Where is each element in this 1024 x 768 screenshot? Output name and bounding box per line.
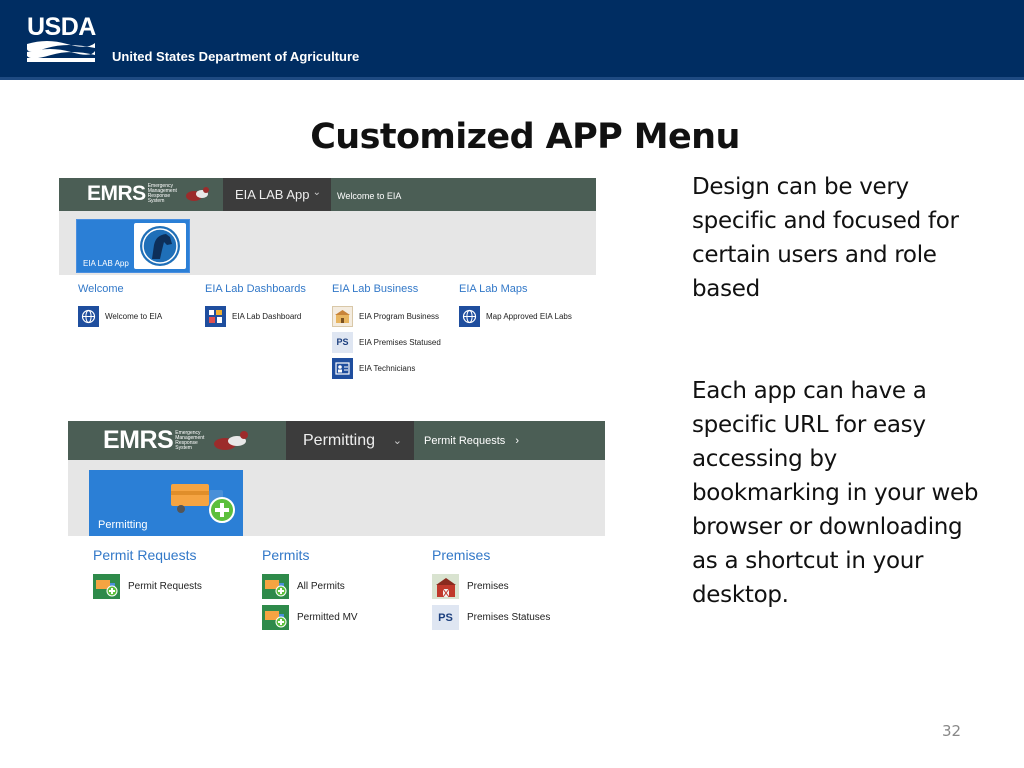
truck-add-icon: [262, 574, 289, 599]
menu-item-label: Permit Requests: [128, 581, 202, 592]
menu-item-label: All Permits: [297, 581, 345, 592]
menu-column-welcome: [78, 283, 162, 329]
usda-logo: [27, 14, 95, 64]
top-nav-bar: [59, 178, 596, 211]
column-header[interactable]: Permit Requests: [93, 547, 197, 563]
emrs-subtitle: Emergency Management Response System: [147, 183, 177, 204]
emrs-logo[interactable]: [87, 182, 210, 206]
app-switcher-label: EIA LAB App: [235, 187, 310, 202]
menu-item[interactable]: [459, 303, 572, 329]
app-tile-eia-lab[interactable]: [76, 219, 190, 273]
menu-column-business: [332, 283, 441, 381]
menu-item[interactable]: [93, 571, 202, 602]
chevron-right-icon: ›: [515, 435, 519, 447]
truck-add-icon: [169, 478, 237, 524]
permitting-app-screenshot: [68, 421, 605, 636]
menu-item-label: EIA Technicians: [359, 363, 416, 373]
description-paragraph-2: Each app can have a specific URL for easy accessing by bookmarking in your web browser or downloading as a shortcut in your desktop.: [692, 378, 979, 608]
technician-icon: [332, 358, 353, 379]
department-name: United States Department of Agriculture: [112, 49, 360, 64]
menu-item-label: Premises Statuses: [467, 612, 551, 623]
column-header[interactable]: Welcome: [78, 283, 124, 295]
app-switcher[interactable]: [286, 421, 414, 460]
menu-item-label: Permitted MV: [297, 612, 358, 623]
menu-item[interactable]: [205, 303, 306, 329]
horse-icon: [134, 223, 186, 269]
menu-item[interactable]: [78, 303, 162, 329]
breadcrumb[interactable]: Welcome to EIA: [337, 191, 402, 201]
menu-column-dashboards: [205, 283, 306, 329]
chevron-down-icon: ⌄: [312, 187, 321, 198]
description-paragraph-1: Design can be very specific and focused for certain users and role based: [692, 174, 959, 302]
tile-label: EIA LAB App: [83, 259, 129, 268]
truck-add-icon: [93, 574, 120, 599]
livestock-icon: [184, 184, 210, 204]
usda-landscape-icon: [27, 40, 95, 62]
app-tile-permitting[interactable]: [89, 470, 243, 536]
breadcrumb-label: Permit Requests: [424, 435, 506, 447]
column-header[interactable]: Permits: [262, 547, 310, 563]
ps-icon: PS: [332, 332, 353, 353]
column-header[interactable]: EIA Lab Business: [332, 283, 419, 295]
menu-item[interactable]: [262, 571, 358, 602]
column-header[interactable]: EIA Lab Maps: [459, 283, 528, 295]
menu-item[interactable]: [332, 329, 441, 355]
globe-icon: [459, 306, 480, 327]
building-icon: [332, 306, 353, 327]
breadcrumb[interactable]: [414, 421, 519, 460]
menu-item[interactable]: [432, 602, 550, 633]
menu-column-permit-requests: [93, 547, 202, 602]
menu-item-label: EIA Program Business: [359, 311, 440, 321]
column-header[interactable]: EIA Lab Dashboards: [205, 283, 306, 295]
truck-add-icon: [262, 605, 289, 630]
menu-item-label: EIA Premises Statused: [359, 337, 441, 347]
globe-icon: [78, 306, 99, 327]
slide-title: Customized APP Menu: [310, 117, 740, 157]
menu-item[interactable]: [332, 303, 441, 329]
column-header[interactable]: Premises: [432, 547, 491, 563]
menu-item-label: Welcome to EIA: [105, 311, 163, 321]
app-switcher[interactable]: [223, 178, 331, 211]
ps-icon: PS: [432, 605, 459, 630]
app-switcher-label: Permitting: [303, 432, 376, 449]
emrs-wordmark: EMRS: [87, 182, 146, 205]
usda-wordmark: USDA: [27, 13, 96, 41]
menu-column-premises: [432, 547, 550, 633]
menu-column-permits: [262, 547, 358, 633]
barn-icon: [432, 574, 459, 599]
top-nav-bar: [68, 421, 605, 460]
menu-item[interactable]: [332, 355, 441, 381]
chevron-down-icon: ⌄: [392, 435, 402, 447]
usda-header: [0, 0, 1024, 80]
menu-column-maps: [459, 283, 572, 329]
menu-item[interactable]: [432, 571, 550, 602]
livestock-icon: [211, 428, 251, 454]
emrs-wordmark: EMRS: [103, 426, 174, 454]
tile-label: Permitting: [98, 519, 148, 531]
slide-number: 32: [942, 722, 962, 740]
menu-item[interactable]: [262, 602, 358, 633]
emrs-logo[interactable]: [103, 426, 251, 455]
menu-item-label: EIA Lab Dashboard: [232, 311, 302, 321]
eia-lab-app-screenshot: [59, 178, 596, 378]
dashboard-icon: [205, 306, 226, 327]
menu-item-label: Premises: [467, 581, 509, 592]
emrs-subtitle: Emergency Management Response System: [175, 429, 205, 451]
menu-item-label: Map Approved EIA Labs: [486, 311, 572, 321]
